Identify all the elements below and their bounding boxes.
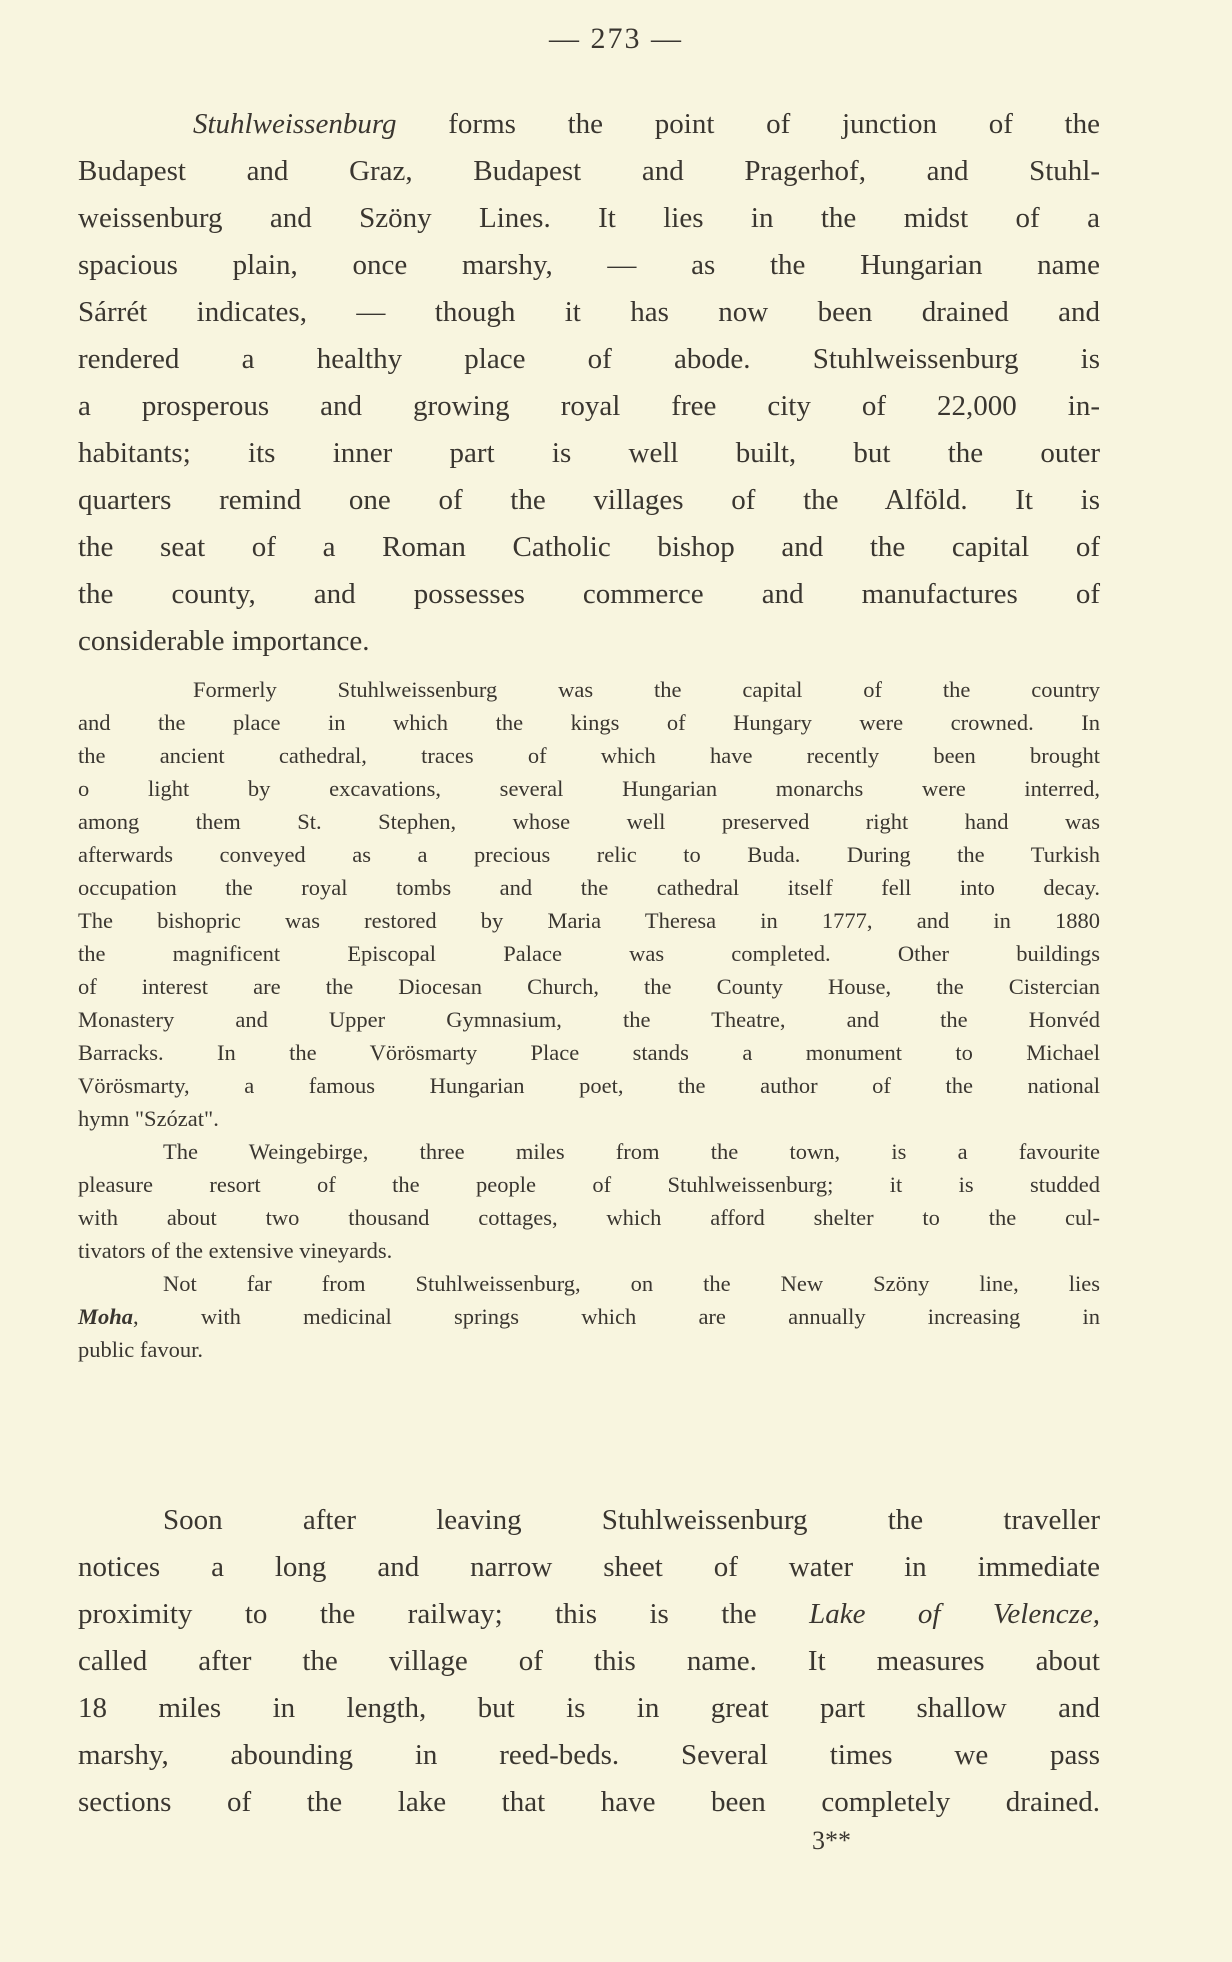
small-print-section	[78, 673, 1100, 1366]
text-line: of interest are the Diocesan Church, the County House, the Cistercian	[78, 974, 1100, 999]
text-line: a prosperous and growing royal free city of 22,000 in-	[78, 390, 1100, 422]
text-line: afterwards conveyed as a precious relic to Buda. During the Turkish	[78, 842, 1100, 867]
text-line: pleasure resort of the people of Stuhlweissenburg; it is studded	[78, 1172, 1100, 1197]
text-line: sections of the lake that have been completely drained.	[78, 1786, 1100, 1818]
text-line: habitants; its inner part is well built, but the outer	[78, 437, 1100, 469]
text-line: Moha, with medicinal springs which are annually increasing in	[78, 1304, 1100, 1329]
text-line: called after the village of this name. It measures about	[78, 1645, 1100, 1677]
text-line: o light by excavations, several Hungarian monarchs were interred,	[78, 776, 1100, 801]
text-line: the ancient cathedral, traces of which have recently been brought	[78, 743, 1100, 768]
text-line: Monastery and Upper Gymnasium, the Theatre, and the Honvéd	[78, 1007, 1100, 1032]
place-name-italic: Lake of Velencze,	[809, 1598, 1100, 1630]
text-line: the magnificent Episcopal Palace was completed. Other buildings	[78, 941, 1100, 966]
place-name-italic: Stuhlweissenburg	[193, 108, 397, 140]
text-line: Barracks. In the Vörösmarty Place stands a monument to Michael	[78, 1040, 1100, 1065]
text-line: The bishopric was restored by Maria Theresa in 1777, and in 1880	[78, 908, 1100, 933]
text-line: spacious plain, once marshy, — as the Hungarian name	[78, 249, 1100, 281]
text-line: public favour.	[78, 1337, 203, 1362]
page-number: — 273 —	[549, 22, 683, 55]
text-line: weissenburg and Szöny Lines. It lies in the midst of a	[78, 202, 1100, 234]
text-line: Soon after leaving Stuhlweissenburg the traveller	[163, 1504, 1100, 1536]
paragraph-lake-velencze	[78, 1497, 1100, 1826]
text-line: the county, and possesses commerce and manufactures of	[78, 578, 1100, 610]
text-line: with about two thousand cottages, which afford shelter to the cul-	[78, 1205, 1100, 1230]
text-line: hymn "Szózat".	[78, 1106, 219, 1131]
text-line: considerable importance.	[78, 625, 370, 657]
place-name-italic: Moha	[78, 1304, 134, 1329]
text-line: marshy, abounding in reed-beds. Several times we pass	[78, 1739, 1100, 1771]
text-line: occupation the royal tombs and the cathedral itself fell into decay.	[78, 875, 1100, 900]
paragraph-stuhlweissenburg	[78, 101, 1100, 665]
text-line: notices a long and narrow sheet of water in immediate	[78, 1551, 1100, 1583]
text-line: Not far from Stuhlweissenburg, on the New Szöny line, lies	[163, 1271, 1100, 1296]
text-line: the seat of a Roman Catholic bishop and the capital of	[78, 531, 1100, 563]
text-line: rendered a healthy place of abode. Stuhlweissenburg is	[78, 343, 1100, 375]
text-line: and the place in which the kings of Hungary were crowned. In	[78, 710, 1100, 735]
text-line: Formerly Stuhlweissenburg was the capital of the country	[193, 677, 1100, 702]
text-line: Stuhlweissenburg forms the point of junction of the	[193, 108, 1100, 140]
text-line: among them St. Stephen, whose well preserved right hand was	[78, 809, 1100, 834]
text-line: 18 miles in length, but is in great part shallow and	[78, 1692, 1100, 1724]
text-line: Vörösmarty, a famous Hungarian poet, the author of the national	[78, 1073, 1100, 1098]
text-line: tivators of the extensive vineyards.	[78, 1238, 393, 1263]
text-line: The Weingebirge, three miles from the town, is a favourite	[163, 1139, 1100, 1164]
text-line: proximity to the railway; this is the Lake of Velencze,	[78, 1598, 1100, 1630]
text-line: quarters remind one of the villages of the Alföld. It is	[78, 484, 1100, 516]
signature-mark: 3**	[812, 1826, 851, 1855]
text-line: Budapest and Graz, Budapest and Pragerhof, and Stuhl-	[78, 155, 1100, 187]
text-line: Sárrét indicates, — though it has now been drained and	[78, 296, 1100, 328]
